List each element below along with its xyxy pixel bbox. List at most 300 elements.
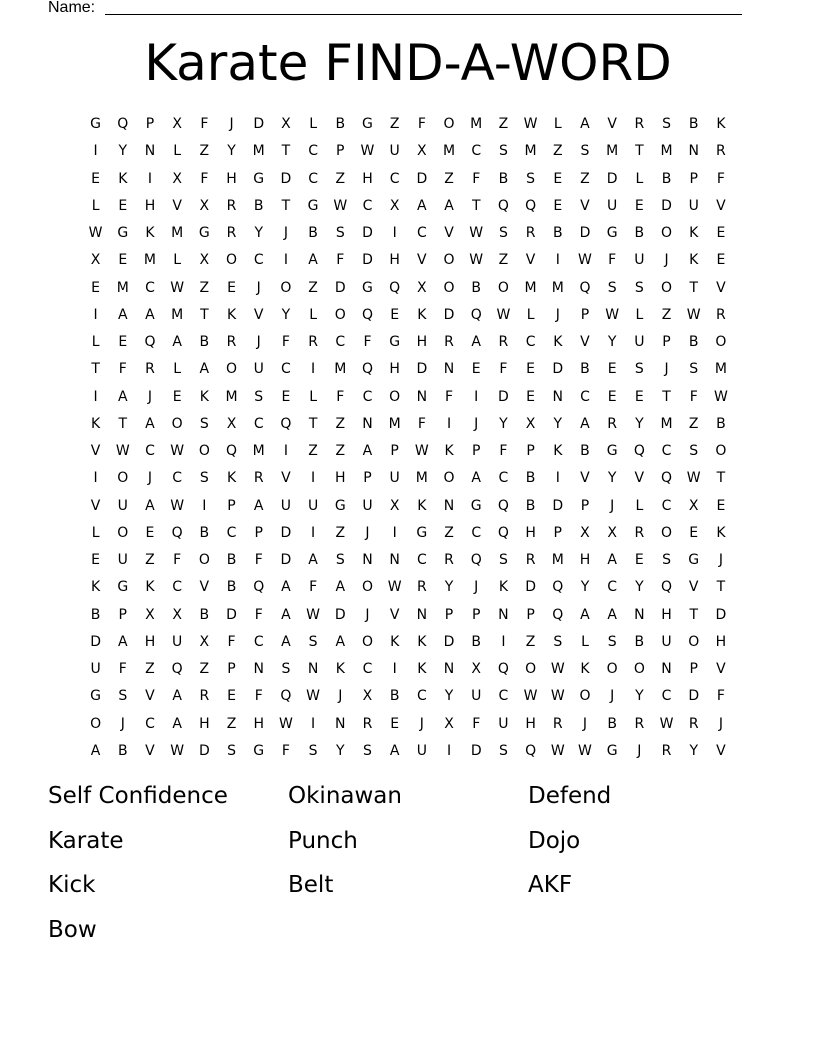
grid-letter[interactable]: V: [90, 497, 101, 514]
grid-letter[interactable]: W: [523, 116, 538, 133]
grid-letter[interactable]: E: [607, 361, 617, 378]
grid-letter[interactable]: K: [716, 116, 726, 133]
grid-letter[interactable]: Q: [171, 661, 183, 678]
grid-letter[interactable]: Y: [281, 306, 291, 323]
grid-letter[interactable]: B: [607, 715, 617, 732]
grid-letter[interactable]: Y: [635, 415, 644, 432]
grid-letter[interactable]: N: [307, 661, 319, 678]
grid-letter[interactable]: B: [199, 334, 210, 351]
grid-letter[interactable]: I: [311, 361, 316, 378]
grid-letter[interactable]: N: [498, 606, 509, 623]
grid-letter[interactable]: I: [93, 388, 98, 405]
grid-letter[interactable]: U: [416, 742, 427, 759]
grid-letter[interactable]: A: [281, 579, 291, 596]
grid-letter[interactable]: K: [199, 388, 209, 405]
grid-letter[interactable]: I: [392, 524, 397, 541]
grid-letter[interactable]: Z: [199, 279, 210, 296]
grid-letter[interactable]: X: [417, 279, 427, 296]
grid-letter[interactable]: Z: [335, 415, 346, 432]
grid-letter[interactable]: Q: [497, 197, 509, 214]
grid-letter[interactable]: X: [199, 197, 210, 214]
grid-letter[interactable]: H: [389, 361, 400, 378]
grid-letter[interactable]: N: [416, 606, 428, 623]
grid-letter[interactable]: Z: [145, 552, 155, 569]
grid-letter[interactable]: M: [252, 443, 265, 460]
grid-letter[interactable]: V: [607, 116, 617, 133]
grid-letter[interactable]: F: [173, 552, 182, 569]
grid-letter[interactable]: X: [417, 143, 427, 160]
grid-letter[interactable]: M: [415, 470, 428, 487]
grid-letter[interactable]: R: [525, 552, 536, 569]
grid-letter[interactable]: O: [715, 334, 727, 351]
grid-letter[interactable]: Y: [499, 415, 508, 432]
grid-letter[interactable]: E: [716, 225, 726, 242]
grid-letter[interactable]: O: [443, 279, 455, 296]
grid-letter[interactable]: K: [444, 443, 454, 460]
grid-letter[interactable]: H: [525, 715, 536, 732]
grid-letter[interactable]: O: [226, 361, 238, 378]
grid-letter[interactable]: D: [498, 388, 509, 405]
grid-letter[interactable]: X: [389, 497, 400, 514]
grid-letter[interactable]: S: [526, 170, 536, 187]
grid-letter[interactable]: J: [718, 715, 723, 732]
grid-letter[interactable]: S: [607, 633, 617, 650]
grid-letter[interactable]: L: [91, 524, 100, 541]
grid-letter[interactable]: Z: [552, 143, 563, 160]
grid-letter[interactable]: B: [580, 443, 590, 460]
grid-letter[interactable]: G: [606, 443, 618, 460]
grid-letter[interactable]: Q: [497, 497, 509, 514]
grid-letter[interactable]: C: [416, 552, 427, 569]
grid-letter[interactable]: Z: [199, 143, 210, 160]
grid-letter[interactable]: D: [334, 606, 346, 623]
grid-letter[interactable]: F: [281, 742, 290, 759]
grid-letter[interactable]: M: [225, 388, 238, 405]
grid-letter[interactable]: F: [281, 334, 290, 351]
grid-letter[interactable]: A: [199, 361, 210, 378]
grid-letter[interactable]: A: [145, 497, 155, 514]
grid-letter[interactable]: O: [633, 661, 645, 678]
grid-letter[interactable]: N: [634, 606, 645, 623]
grid-letter[interactable]: D: [688, 688, 700, 705]
grid-letter[interactable]: S: [580, 143, 590, 160]
grid-letter[interactable]: K: [417, 306, 427, 323]
grid-letter[interactable]: G: [334, 497, 346, 514]
grid-letter[interactable]: Q: [361, 306, 373, 323]
grid-letter[interactable]: S: [281, 661, 291, 678]
grid-letter[interactable]: L: [309, 388, 317, 405]
grid-letter[interactable]: Y: [444, 579, 454, 596]
grid-letter[interactable]: Y: [607, 470, 617, 487]
grid-letter[interactable]: G: [688, 552, 700, 569]
grid-letter[interactable]: K: [118, 170, 128, 187]
grid-letter[interactable]: D: [661, 197, 672, 214]
grid-letter[interactable]: X: [172, 116, 182, 133]
grid-letter[interactable]: Z: [444, 524, 454, 541]
grid-letter[interactable]: D: [280, 524, 292, 541]
grid-letter[interactable]: E: [689, 524, 699, 541]
grid-letter[interactable]: F: [499, 361, 508, 378]
grid-letter[interactable]: M: [334, 361, 347, 378]
grid-letter[interactable]: W: [278, 715, 293, 732]
grid-letter[interactable]: U: [280, 497, 292, 514]
grid-letter[interactable]: B: [471, 279, 482, 296]
grid-letter[interactable]: Z: [498, 116, 509, 133]
grid-letter[interactable]: S: [607, 279, 617, 296]
grid-letter[interactable]: H: [144, 197, 156, 214]
grid-letter[interactable]: A: [253, 497, 264, 514]
grid-letter[interactable]: E: [390, 715, 400, 732]
grid-letter[interactable]: U: [117, 497, 128, 514]
grid-letter[interactable]: R: [716, 306, 726, 323]
grid-letter[interactable]: J: [365, 606, 370, 623]
grid-letter[interactable]: J: [365, 524, 370, 541]
grid-letter[interactable]: C: [226, 524, 237, 541]
grid-letter[interactable]: J: [419, 715, 424, 732]
grid-letter[interactable]: F: [118, 361, 127, 378]
grid-letter[interactable]: B: [308, 225, 318, 242]
grid-letter[interactable]: P: [526, 443, 535, 460]
grid-letter[interactable]: E: [172, 388, 182, 405]
grid-letter[interactable]: S: [335, 552, 345, 569]
grid-letter[interactable]: Q: [144, 334, 156, 351]
grid-letter[interactable]: F: [200, 116, 209, 133]
grid-letter[interactable]: M: [551, 552, 564, 569]
grid-letter[interactable]: R: [199, 688, 210, 705]
grid-letter[interactable]: I: [392, 661, 397, 678]
grid-letter[interactable]: C: [607, 579, 618, 596]
grid-letter[interactable]: E: [471, 361, 481, 378]
grid-letter[interactable]: T: [662, 388, 671, 405]
grid-letter[interactable]: U: [172, 633, 183, 650]
grid-letter[interactable]: N: [661, 661, 672, 678]
grid-letter[interactable]: F: [499, 443, 508, 460]
grid-letter[interactable]: D: [362, 252, 373, 269]
grid-letter[interactable]: F: [689, 388, 698, 405]
grid-letter[interactable]: A: [117, 306, 128, 323]
grid-letter[interactable]: P: [580, 497, 590, 514]
grid-letter[interactable]: O: [606, 661, 618, 678]
grid-letter[interactable]: P: [336, 143, 345, 160]
grid-letter[interactable]: O: [661, 524, 673, 541]
grid-letter[interactable]: B: [688, 334, 699, 351]
grid-letter[interactable]: C: [281, 361, 291, 378]
grid-letter[interactable]: G: [198, 225, 210, 242]
grid-letter[interactable]: N: [552, 388, 564, 405]
grid-letter[interactable]: O: [117, 524, 129, 541]
grid-letter[interactable]: N: [443, 661, 455, 678]
grid-letter[interactable]: I: [311, 470, 316, 487]
grid-letter[interactable]: J: [637, 742, 642, 759]
grid-letter[interactable]: Z: [661, 306, 672, 323]
grid-letter[interactable]: V: [444, 225, 454, 242]
grid-letter[interactable]: C: [145, 715, 155, 732]
grid-letter[interactable]: D: [253, 116, 265, 133]
grid-letter[interactable]: J: [610, 688, 615, 705]
grid-letter[interactable]: Y: [444, 688, 454, 705]
grid-letter[interactable]: L: [526, 306, 535, 323]
grid-letter[interactable]: U: [634, 252, 645, 269]
grid-letter[interactable]: B: [525, 497, 536, 514]
grid-letter[interactable]: K: [335, 661, 345, 678]
grid-letter[interactable]: A: [90, 742, 101, 759]
grid-letter[interactable]: D: [606, 170, 618, 187]
grid-letter[interactable]: E: [281, 388, 291, 405]
grid-letter[interactable]: P: [471, 606, 481, 623]
grid-letter[interactable]: V: [634, 470, 645, 487]
grid-letter[interactable]: X: [607, 524, 617, 541]
grid-letter[interactable]: U: [117, 552, 128, 569]
grid-letter[interactable]: Q: [633, 443, 645, 460]
grid-letter[interactable]: H: [199, 715, 210, 732]
grid-letter[interactable]: Q: [117, 116, 129, 133]
grid-letter[interactable]: R: [634, 524, 645, 541]
grid-letter[interactable]: P: [227, 497, 236, 514]
grid-letter[interactable]: G: [470, 497, 482, 514]
grid-letter[interactable]: K: [145, 579, 155, 596]
grid-letter[interactable]: O: [715, 443, 727, 460]
grid-letter[interactable]: E: [145, 524, 155, 541]
grid-letter[interactable]: S: [689, 443, 699, 460]
grid-letter[interactable]: O: [443, 252, 455, 269]
grid-letter[interactable]: C: [498, 688, 509, 705]
grid-letter[interactable]: O: [117, 470, 129, 487]
grid-letter[interactable]: F: [445, 388, 454, 405]
grid-letter[interactable]: R: [525, 225, 536, 242]
grid-letter[interactable]: P: [444, 606, 454, 623]
grid-letter[interactable]: K: [716, 524, 726, 541]
grid-letter[interactable]: N: [144, 143, 156, 160]
grid-letter[interactable]: L: [91, 334, 100, 351]
grid-letter[interactable]: W: [523, 688, 538, 705]
grid-letter[interactable]: V: [716, 742, 726, 759]
grid-letter[interactable]: E: [118, 252, 128, 269]
grid-letter[interactable]: N: [253, 661, 264, 678]
grid-letter[interactable]: W: [170, 279, 185, 296]
grid-letter[interactable]: D: [416, 170, 428, 187]
grid-letter[interactable]: L: [173, 143, 182, 160]
grid-letter[interactable]: K: [580, 661, 590, 678]
grid-letter[interactable]: S: [308, 742, 318, 759]
grid-letter[interactable]: P: [227, 661, 236, 678]
grid-letter[interactable]: A: [335, 633, 346, 650]
grid-letter[interactable]: Q: [552, 579, 564, 596]
grid-letter[interactable]: V: [716, 661, 726, 678]
grid-letter[interactable]: M: [171, 225, 184, 242]
grid-letter[interactable]: Z: [199, 661, 210, 678]
grid-letter[interactable]: M: [116, 279, 129, 296]
grid-letter[interactable]: J: [338, 688, 343, 705]
grid-letter[interactable]: O: [90, 715, 102, 732]
grid-letter[interactable]: F: [254, 552, 263, 569]
grid-letter[interactable]: P: [526, 606, 535, 623]
grid-letter[interactable]: C: [172, 579, 183, 596]
grid-letter[interactable]: A: [281, 633, 291, 650]
grid-letter[interactable]: R: [226, 197, 237, 214]
grid-letter[interactable]: C: [661, 497, 672, 514]
grid-letter[interactable]: F: [227, 633, 236, 650]
grid-letter[interactable]: F: [336, 388, 345, 405]
grid-letter[interactable]: Q: [470, 306, 482, 323]
grid-letter[interactable]: G: [117, 225, 129, 242]
grid-letter[interactable]: N: [443, 361, 455, 378]
grid-letter[interactable]: G: [90, 688, 102, 705]
grid-letter[interactable]: V: [417, 252, 427, 269]
grid-letter[interactable]: X: [199, 633, 210, 650]
grid-letter[interactable]: R: [607, 415, 618, 432]
grid-letter[interactable]: S: [227, 742, 236, 759]
grid-letter[interactable]: I: [283, 443, 288, 460]
grid-letter[interactable]: E: [553, 197, 563, 214]
grid-letter[interactable]: I: [501, 633, 506, 650]
grid-letter[interactable]: C: [308, 143, 318, 160]
grid-letter[interactable]: L: [635, 170, 644, 187]
grid-letter[interactable]: Q: [171, 524, 183, 541]
grid-letter[interactable]: Q: [497, 661, 509, 678]
grid-letter[interactable]: R: [552, 715, 563, 732]
grid-letter[interactable]: Z: [226, 715, 237, 732]
grid-letter[interactable]: U: [90, 661, 101, 678]
grid-letter[interactable]: A: [117, 388, 128, 405]
grid-letter[interactable]: W: [88, 225, 103, 242]
grid-letter[interactable]: B: [716, 415, 726, 432]
grid-letter[interactable]: B: [253, 197, 264, 214]
grid-letter[interactable]: X: [471, 661, 482, 678]
grid-letter[interactable]: J: [283, 225, 288, 242]
grid-letter[interactable]: T: [91, 361, 100, 378]
grid-letter[interactable]: W: [360, 143, 375, 160]
grid-letter[interactable]: X: [90, 252, 101, 269]
grid-letter[interactable]: H: [144, 633, 156, 650]
grid-letter[interactable]: M: [470, 116, 483, 133]
grid-letter[interactable]: F: [363, 334, 372, 351]
grid-letter[interactable]: X: [226, 415, 237, 432]
grid-letter[interactable]: D: [525, 579, 536, 596]
name-underline[interactable]: [105, 14, 742, 15]
grid-letter[interactable]: C: [416, 225, 427, 242]
grid-letter[interactable]: S: [199, 415, 209, 432]
grid-letter[interactable]: W: [550, 742, 565, 759]
grid-letter[interactable]: V: [716, 279, 726, 296]
grid-letter[interactable]: W: [170, 742, 185, 759]
grid-letter[interactable]: E: [553, 170, 563, 187]
grid-letter[interactable]: X: [444, 715, 454, 732]
grid-letter[interactable]: Z: [525, 633, 536, 650]
grid-letter[interactable]: G: [362, 116, 373, 133]
grid-letter[interactable]: S: [634, 279, 644, 296]
grid-letter[interactable]: V: [90, 443, 101, 460]
grid-letter[interactable]: L: [91, 197, 100, 214]
grid-letter[interactable]: D: [198, 742, 210, 759]
grid-letter[interactable]: S: [498, 225, 508, 242]
grid-letter[interactable]: J: [555, 306, 560, 323]
grid-letter[interactable]: V: [580, 334, 590, 351]
grid-letter[interactable]: I: [311, 524, 316, 541]
grid-letter[interactable]: B: [634, 633, 645, 650]
grid-letter[interactable]: R: [416, 579, 427, 596]
grid-letter[interactable]: V: [145, 688, 155, 705]
grid-letter[interactable]: C: [498, 470, 509, 487]
grid-letter[interactable]: H: [253, 715, 264, 732]
grid-letter[interactable]: X: [172, 606, 182, 623]
grid-letter[interactable]: D: [90, 633, 101, 650]
grid-letter[interactable]: W: [115, 443, 130, 460]
grid-letter[interactable]: R: [226, 334, 237, 351]
grid-letter[interactable]: B: [525, 470, 536, 487]
grid-letter[interactable]: C: [389, 170, 400, 187]
grid-letter[interactable]: B: [226, 552, 237, 569]
grid-letter[interactable]: E: [716, 252, 726, 269]
grid-letter[interactable]: G: [117, 579, 129, 596]
grid-letter[interactable]: T: [200, 306, 209, 323]
grid-letter[interactable]: F: [716, 688, 725, 705]
grid-letter[interactable]: Q: [661, 470, 673, 487]
grid-letter[interactable]: T: [716, 579, 726, 596]
grid-letter[interactable]: W: [550, 661, 565, 678]
grid-letter[interactable]: U: [307, 497, 319, 514]
grid-letter[interactable]: O: [226, 252, 238, 269]
grid-letter[interactable]: J: [256, 279, 261, 296]
grid-letter[interactable]: O: [661, 279, 673, 296]
grid-letter[interactable]: Z: [308, 443, 318, 460]
grid-letter[interactable]: Z: [335, 170, 346, 187]
grid-letter[interactable]: C: [145, 279, 155, 296]
grid-letter[interactable]: L: [173, 252, 182, 269]
grid-letter[interactable]: U: [607, 197, 618, 214]
grid-letter[interactable]: K: [226, 470, 237, 487]
grid-letter[interactable]: D: [552, 497, 564, 514]
grid-letter[interactable]: U: [634, 334, 645, 351]
grid-letter[interactable]: Z: [308, 279, 318, 296]
grid-letter[interactable]: S: [689, 361, 699, 378]
grid-letter[interactable]: Z: [335, 443, 346, 460]
grid-letter[interactable]: S: [634, 361, 644, 378]
grid-letter[interactable]: M: [660, 415, 673, 432]
grid-letter[interactable]: V: [716, 197, 726, 214]
grid-letter[interactable]: E: [526, 361, 536, 378]
grid-letter[interactable]: V: [389, 606, 400, 623]
grid-letter[interactable]: U: [471, 688, 482, 705]
grid-letter[interactable]: Q: [280, 688, 292, 705]
grid-letter[interactable]: R: [498, 334, 509, 351]
grid-letter[interactable]: D: [470, 742, 482, 759]
grid-letter[interactable]: A: [308, 252, 318, 269]
grid-letter[interactable]: S: [254, 388, 264, 405]
grid-letter[interactable]: G: [307, 197, 319, 214]
grid-letter[interactable]: C: [661, 688, 672, 705]
grid-letter[interactable]: X: [172, 170, 182, 187]
grid-letter[interactable]: V: [199, 579, 210, 596]
grid-letter[interactable]: Y: [689, 742, 698, 759]
grid-letter[interactable]: J: [147, 470, 153, 487]
grid-letter[interactable]: F: [417, 415, 426, 432]
grid-letter[interactable]: J: [120, 715, 125, 732]
grid-letter[interactable]: S: [335, 225, 345, 242]
grid-letter[interactable]: K: [689, 252, 699, 269]
grid-letter[interactable]: B: [634, 225, 645, 242]
grid-letter[interactable]: K: [226, 306, 237, 323]
grid-letter[interactable]: C: [661, 443, 672, 460]
grid-letter[interactable]: R: [634, 715, 645, 732]
grid-letter[interactable]: O: [198, 443, 210, 460]
grid-letter[interactable]: T: [281, 143, 291, 160]
grid-letter[interactable]: Q: [497, 524, 509, 541]
grid-letter[interactable]: G: [606, 225, 618, 242]
grid-letter[interactable]: E: [634, 388, 644, 405]
grid-letter[interactable]: S: [553, 633, 563, 650]
grid-letter[interactable]: E: [634, 552, 644, 569]
grid-letter[interactable]: D: [362, 225, 373, 242]
